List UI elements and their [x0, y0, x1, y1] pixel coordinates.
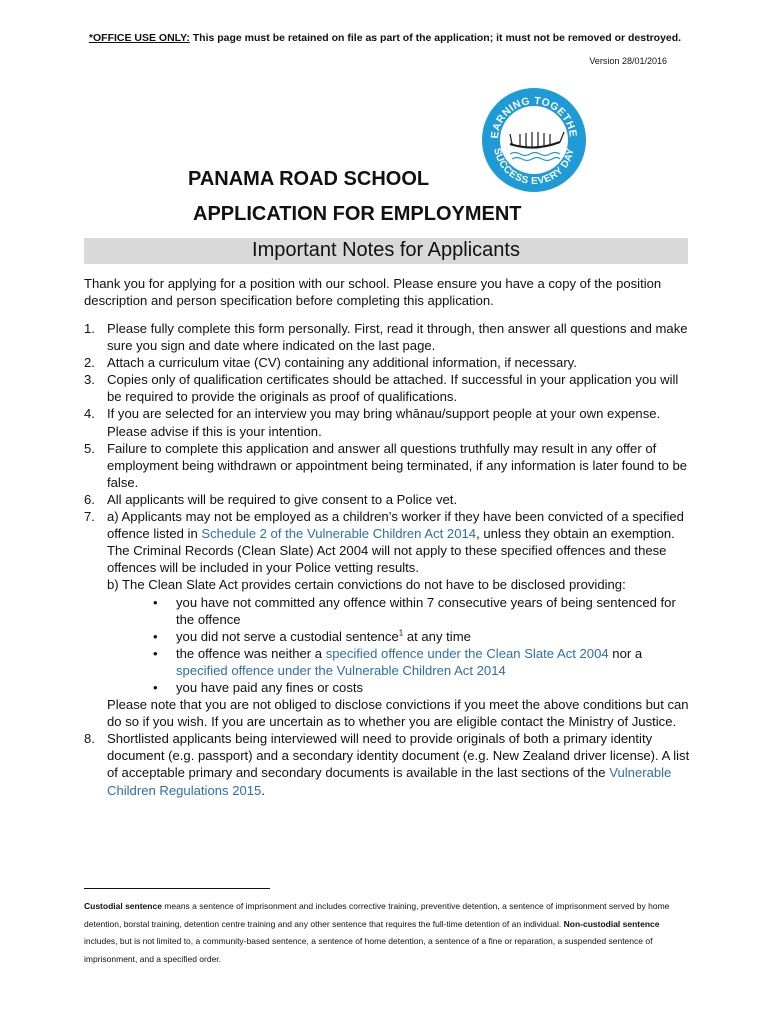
- footnote: [84, 898, 694, 968]
- item-number: 7.: [84, 509, 95, 525]
- school-name: PANAMA ROAD SCHOOL: [188, 168, 430, 190]
- form-title: APPLICATION FOR EMPLOYMENT: [193, 203, 522, 225]
- footnote-term-non-custodial: Non-custodial sentence: [563, 918, 660, 929]
- list-item: [84, 730, 696, 798]
- bullet-text: you did not serve a custodial sentence: [176, 628, 399, 644]
- bullet-icon: •: [153, 679, 158, 695]
- bullet-icon: •: [153, 645, 158, 661]
- bullet-text: you have not committed any offence within 7 consecutive years of being sentenced for the offence: [176, 594, 676, 627]
- bullet-icon: •: [153, 628, 158, 644]
- list-item: [84, 508, 696, 730]
- office-use-label: *OFFICE USE ONLY:: [88, 32, 190, 44]
- footnote-text: includes, but is not limited to, a community-based sentence, a sentence of home detention, a sentence of a fine or reparation, a suspended sentence of imprisonment, and a specified order.: [84, 936, 653, 964]
- logo-bottom-text: SUCCESS EVERY DAY: [491, 147, 577, 188]
- bullet-text: the offence was neither a: [176, 645, 326, 661]
- regulations-link[interactable]: Vulnerable Children Regulations 2015: [107, 765, 672, 798]
- item-text: , unless they obtain an exemption. The Criminal Records (Clean Slate) Act 2004 will not apply to these specified offences and these offences will be included in your Police vetting results.: [107, 526, 675, 576]
- item-text: a) Applicants may not be employed as a children’s worker if they have been convicted of a specified offence listed in: [107, 509, 684, 542]
- item-number: 1.: [84, 321, 95, 336]
- office-use-notice: [0, 32, 770, 44]
- bullet-item: [107, 679, 696, 696]
- item-text: If you are selected for an interview you may bring whānau/support people at your own expense. Please advise if this is your intention.: [107, 406, 661, 439]
- logo-top-text: EARNING TOGETHE: [488, 94, 579, 140]
- bullet-text: at any time: [403, 628, 471, 644]
- item-number: 3.: [84, 372, 95, 388]
- clean-slate-intro: b) The Clean Slate Act provides certain convictions do not have to be disclosed providing:: [107, 577, 626, 593]
- item-text: .: [261, 782, 265, 798]
- list-item: [84, 371, 696, 405]
- footnote-ref: 1: [398, 628, 404, 638]
- list-item: [84, 491, 696, 508]
- list-item: [84, 354, 696, 371]
- version-label: Version 28/01/2016: [589, 56, 667, 66]
- list-item: [84, 405, 696, 439]
- item-text: Please fully complete this form personally. First, read it through, then answer all questions and make sure you sign and date where indicated on the last page.: [107, 321, 688, 354]
- list-item: [84, 440, 696, 491]
- office-use-text: This page must be retained on file as part of the application; it must not be removed or destroyed.: [189, 32, 682, 44]
- vulnerable-children-act-link[interactable]: specified offence under the Vulnerable Children Act 2014: [176, 662, 506, 678]
- intro-paragraph: Thank you for applying for a position with our school. Please ensure you have a copy of the position description and person specification before completing this application.: [84, 276, 662, 309]
- item-number: 5.: [84, 440, 95, 456]
- item-text: Copies only of qualification certificates should be attached. If successful in your application you will be required to provide the originals as proof of qualifications.: [107, 372, 679, 405]
- item-number: 4.: [84, 406, 95, 422]
- schedule-2-link[interactable]: Schedule 2 of the Vulnerable Children Act 2014: [201, 526, 477, 542]
- item-text: Shortlisted applicants being interviewed will need to provide originals of both a primary identity document (e.g. passport) and a secondary identity document (e.g. New Zealand driver license). A list of acceptable primary and secondary documents is available in the last sections of the: [107, 731, 690, 781]
- bullet-icon: •: [153, 594, 158, 610]
- item-text: Attach a curriculum vitae (CV) containing any additional information, if necessary.: [107, 355, 577, 371]
- bullet-item: [107, 628, 696, 645]
- bullet-item: [107, 645, 696, 679]
- school-logo-emblem: [480, 86, 588, 194]
- item-number: 2.: [84, 355, 95, 371]
- footnote-divider: [84, 888, 270, 889]
- footnote-term-custodial: Custodial sentence: [84, 901, 162, 911]
- item-number: 8.: [84, 731, 95, 747]
- school-logo: [480, 86, 588, 194]
- item-text: Failure to complete this application and answer all questions truthfully may result in any offer of employment being withdrawn or appointment being terminated, if any information is later found to be false.: [107, 440, 688, 490]
- section-title: Important Notes for Applicants: [252, 239, 520, 261]
- footnote-text: means a sentence of imprisonment and includes corrective training, preventive detention, a sentence of imprisonment served by home detention, borstal training, detention centre training and any other sentence that requires the full-time detention of an individual.: [84, 901, 670, 929]
- clean-slate-link[interactable]: specified offence under the Clean Slate Act 2004: [325, 645, 609, 661]
- item-text: All applicants will be required to give consent to a Police vet.: [107, 491, 458, 507]
- bullet-text: you have paid any fines or costs: [176, 679, 364, 695]
- item-number: 6.: [84, 491, 95, 507]
- notes-list: [84, 320, 696, 799]
- disclosure-note: Please note that you are not obliged to disclose convictions if you meet the above conditions but can do so if you wish. If you are uncertain as to whether you are eligible contact the Ministry of Justice.: [107, 697, 689, 730]
- bullet-text: nor a: [608, 645, 643, 661]
- bullet-item: [107, 594, 696, 628]
- list-item: [84, 320, 696, 354]
